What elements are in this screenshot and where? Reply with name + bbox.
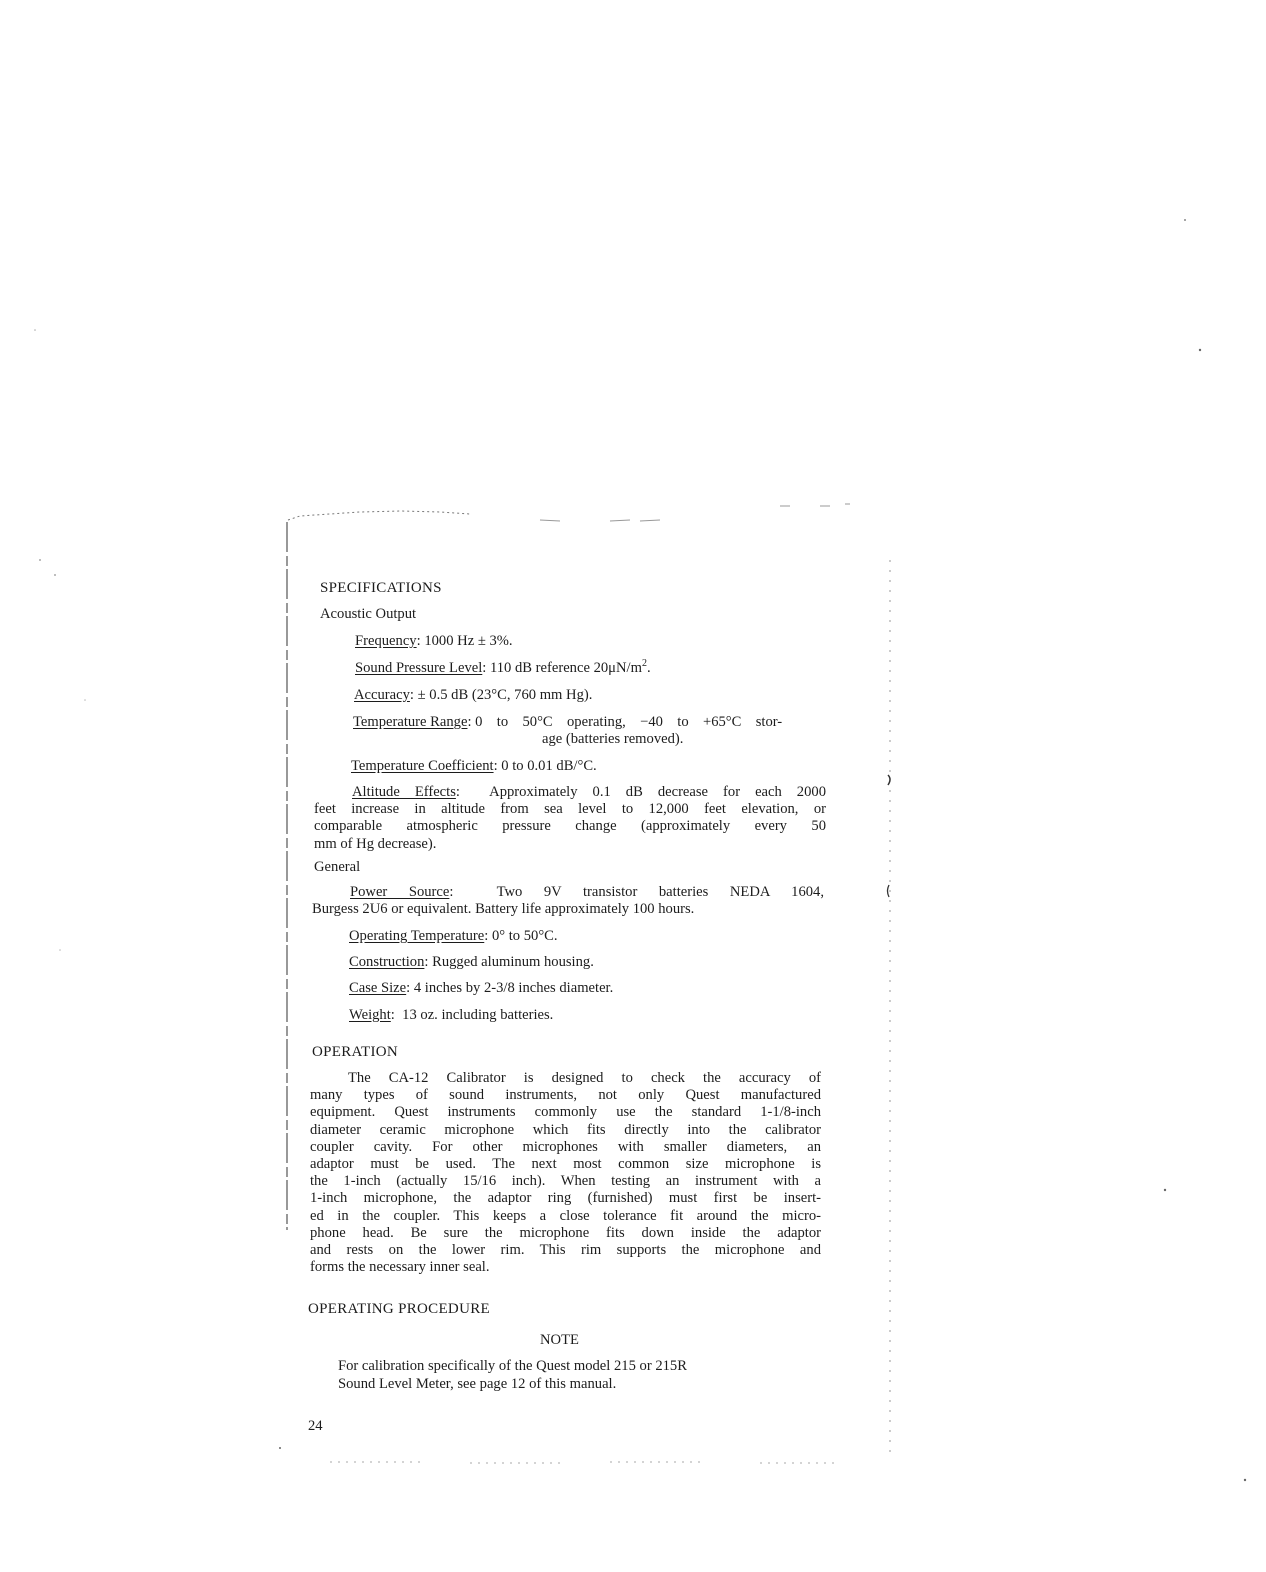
spec-altitude-line-1: Altitude Effects: Approximately 0.1 dB decrease for each 2000 (352, 784, 826, 800)
page-number: 24 (308, 1418, 323, 1434)
spec-case-size-label: Case Size (349, 980, 407, 996)
note-line-1: For calibration specifically of the Quest model 215 or 215R (338, 1358, 687, 1374)
note-line-2: Sound Level Meter, see page 12 of this manual. (338, 1376, 617, 1392)
spec-accuracy: Accuracy: ± 0.5 dB (23°C, 760 mm Hg). (354, 687, 593, 703)
spec-construction-label: Construction (349, 954, 425, 970)
operation-line: forms the necessary inner seal. (310, 1259, 490, 1276)
operation-line: many types of sound instruments, not only Quest manufactured (310, 1087, 821, 1104)
spec-accuracy-value: ± 0.5 dB (23°C, 760 mm Hg). (417, 687, 593, 703)
operation-heading: OPERATION (312, 1044, 399, 1060)
spec-weight: Weight: 13 oz. including batteries. (349, 1007, 554, 1023)
spec-temperature-coefficient-label: Temperature Coefficient (351, 758, 494, 774)
spec-temperature-range-label: Temperature Range (353, 714, 468, 730)
spec-frequency-label: Frequency (355, 633, 417, 649)
spec-temperature-coefficient-value: 0 to 0.01 dB/°C. (501, 758, 597, 774)
spec-operating-temperature: Operating Temperature: 0° to 50°C. (349, 928, 558, 944)
spec-operating-temperature-label: Operating Temperature (349, 928, 485, 944)
spec-altitude-line-2: feet increase in altitude from sea level to 12,000 feet elevation, or (314, 801, 826, 818)
spec-spl: Sound Pressure Level: 110 dB reference $20\mu N/m^2$. (355, 658, 651, 676)
spec-temperature-range-value-1: 0 to 50°C operating, −40 to +65°C stor- (475, 714, 783, 730)
operation-line: phone head. Be sure the microphone fits down inside the adaptor (310, 1224, 821, 1241)
acoustic-output-heading: Acoustic Output (320, 606, 417, 622)
spec-spl-value: 110 dB reference 20μN/m (489, 660, 642, 676)
operation-line: equipment. Quest instruments commonly use the standard 1-1/8-inch (310, 1104, 821, 1121)
spec-frequency: Frequency: 1000 Hz ± 3%. (355, 633, 513, 649)
specifications-heading: SPECIFICATIONS (320, 580, 442, 596)
operation-line: the 1-inch (actually 15/16 inch). When testing an instrument with a (310, 1173, 821, 1190)
general-heading: General (314, 859, 361, 875)
operating-procedure-heading: OPERATING PROCEDURE (308, 1301, 490, 1317)
spec-construction: Construction: Rugged aluminum housing. (349, 954, 594, 970)
operation-line: ed in the coupler. This keeps a close tolerance fit around the micro- (310, 1207, 821, 1224)
spec-weight-label: Weight (349, 1007, 391, 1023)
spec-spl-tail: . (646, 660, 651, 676)
spec-spl-label: Sound Pressure Level (355, 660, 483, 676)
spec-operating-temperature-value: 0° to 50°C. (491, 928, 558, 944)
note-heading: NOTE (540, 1332, 579, 1348)
operation-line: adaptor must be used. The next most common size microphone is (310, 1156, 821, 1173)
spec-altitude-effects (314, 784, 826, 853)
spec-power-label: Power Source (350, 884, 450, 900)
operation-line: diameter ceramic microphone which fits directly into the calibrator (310, 1121, 821, 1138)
operation-line: coupler cavity. For other microphones with smaller diameters, an (310, 1138, 821, 1155)
spec-construction-value: Rugged aluminum housing. (432, 954, 594, 970)
operation-paragraph (310, 1070, 821, 1276)
spec-power-line-2: Burgess 2U6 or equivalent. Battery life approximately 100 hours. (312, 901, 695, 918)
spec-altitude-line-3: comparable atmospheric pressure change (approximately every 50 (314, 818, 826, 835)
spec-frequency-value: 1000 Hz ± 3%. (424, 633, 513, 649)
operation-line: 1-inch microphone, the adaptor ring (furnished) must first be insert- (310, 1190, 821, 1207)
spec-accuracy-label: Accuracy (354, 687, 410, 703)
spec-case-size-value: 4 inches by 2-3/8 inches diameter. (413, 980, 614, 996)
spec-temperature-coefficient: Temperature Coefficient: 0 to 0.01 dB/°C. (351, 758, 597, 774)
spec-temperature-range: Temperature Range: 0 to 50°C operating, −40 to +65°C stor- (353, 714, 783, 730)
spec-altitude-line-4: mm of Hg decrease). (314, 835, 437, 852)
spec-altitude-label: Altitude Effects (352, 784, 456, 800)
operation-line: and rests on the lower rim. This rim supports the microphone and (310, 1242, 821, 1259)
spec-spl-exponent: 2 (641, 658, 647, 670)
spec-case-size: Case Size: 4 inches by 2-3/8 inches diameter. (349, 980, 614, 996)
operation-line: The CA-12 Calibrator is designed to check the accuracy of (348, 1070, 821, 1086)
spec-temperature-range-value-2: age (batteries removed). (542, 731, 684, 747)
spec-power-source (312, 884, 824, 918)
spec-power-line-1: Power Source: Two 9V transistor batteries NEDA 1604, (350, 884, 825, 900)
spec-weight-value: 13 oz. including batteries. (402, 1007, 554, 1023)
